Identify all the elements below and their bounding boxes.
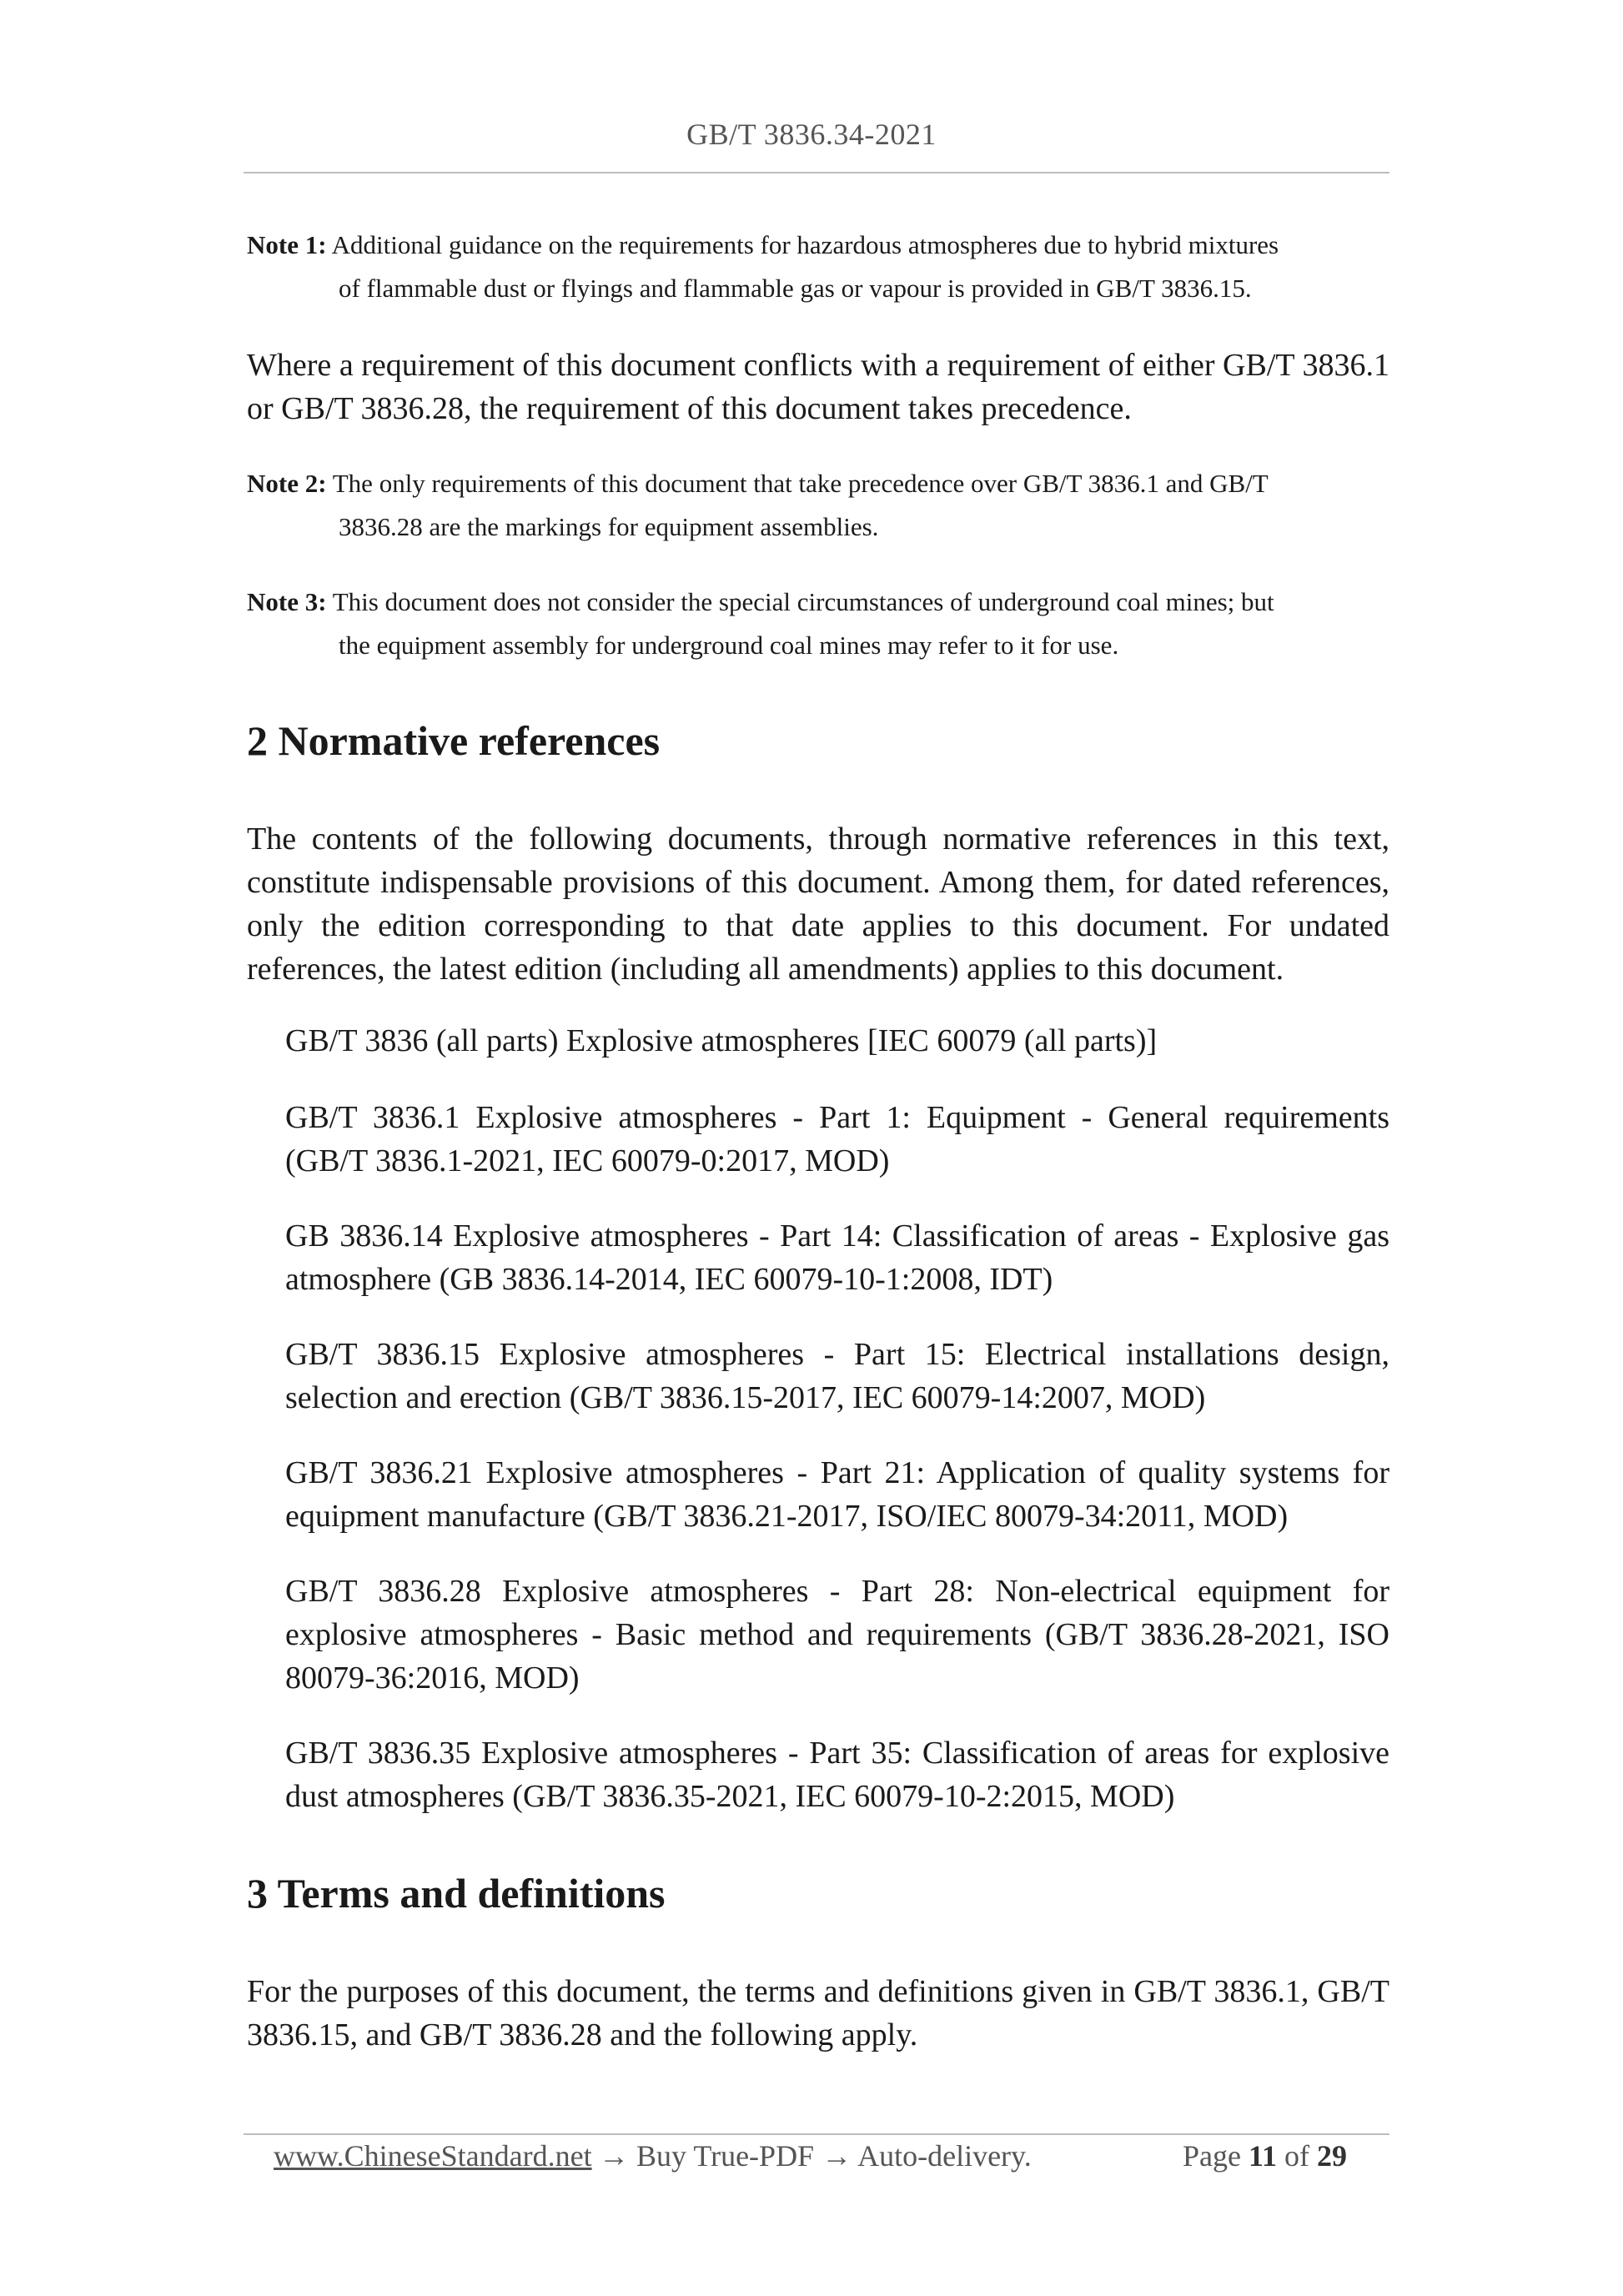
- page-number: 11: [1248, 2139, 1277, 2173]
- precedence-paragraph: Where a requirement of this document conflicts with a requirement of either GB/T 3836.1 or GB/T 3836.28, the requirement of this document takes precedence.: [247, 348, 1389, 426]
- note-3: [247, 580, 1389, 667]
- note-3-label: Note 3:: [247, 587, 327, 616]
- site-link[interactable]: www.ChineseStandard.net: [274, 2139, 592, 2173]
- footer-tagline: → Buy True-PDF → Auto-delivery.: [599, 2139, 1032, 2173]
- section-3-heading: 3 Terms and definitions: [247, 1870, 666, 1917]
- note-2-line1: The only requirements of this document that take precedence over GB/T 3836.1 and GB/T: [332, 469, 1269, 498]
- note-2-label: Note 2:: [247, 469, 327, 498]
- page-indicator: [1183, 2138, 1347, 2173]
- section-3-intro: For the purposes of this document, the terms and definitions given in GB/T 3836.1, GB/T 3836.15, and GB/T 3836.28 and the following apply.: [247, 1974, 1389, 2052]
- note-1-line1: Additional guidance on the requirements for hazardous atmospheres due to hybrid mixtures: [331, 230, 1279, 259]
- note-3-line1: This document does not consider the special circumstances of underground coal mines; but: [332, 587, 1274, 616]
- reference-item: GB/T 3836.28 Explosive atmospheres - Part 28: Non-electrical equipment for explosive atmospheres - Basic method and requirements (GB/T 3836.28-2021, ISO 80079-36:2016, MOD): [285, 1574, 1389, 1696]
- reference-item: GB/T 3836.1 Explosive atmospheres - Part 1: Equipment - General requirements (GB/T 3836.1-2021, IEC 60079-0:2017, MOD): [285, 1100, 1389, 1178]
- note-3-line2: the equipment assembly for underground coal mines may refer to it for use.: [339, 631, 1119, 660]
- reference-item: GB/T 3836.15 Explosive atmospheres - Part 15: Electrical installations design, selection and erection (GB/T 3836.15-2017, IEC 60079-14:2007, MOD): [285, 1337, 1389, 1415]
- reference-item: GB/T 3836.35 Explosive atmospheres - Part 35: Classification of areas for explosive dust atmospheres (GB/T 3836.35-2021, IEC 60079-10-2:2015, MOD): [285, 1736, 1389, 1814]
- reference-item: GB/T 3836 (all parts) Explosive atmospheres [IEC 60079 (all parts)]: [285, 1023, 1158, 1058]
- note-1-line2: of flammable dust or flyings and flammable gas or vapour is provided in GB/T 3836.15.: [339, 274, 1252, 303]
- section-2-intro: The contents of the following documents, through normative references in this text, constitute indispensable provisions of this document. Among them, for dated references, only the edition corresponding to that date applies to this document. For undated references, the latest edition (including all amendments) applies to this document.: [247, 821, 1389, 987]
- note-1: [247, 224, 1389, 310]
- footer: [0, 2138, 1623, 2188]
- page-word: Page: [1183, 2139, 1241, 2173]
- of-word: of: [1284, 2139, 1309, 2173]
- reference-item: GB/T 3836.21 Explosive atmospheres - Part 21: Application of quality systems for equipment manufacture (GB/T 3836.21-2017, ISO/IEC 80079-34:2011, MOD): [285, 1455, 1389, 1534]
- header-rule: [244, 172, 1389, 173]
- footer-rule: [244, 2133, 1389, 2135]
- section-2-heading: 2 Normative references: [247, 717, 661, 764]
- reference-item: GB 3836.14 Explosive atmospheres - Part 14: Classification of areas - Explosive gas atmosphere (GB 3836.14-2014, IEC 60079-10-1:2008, IDT): [285, 1218, 1389, 1297]
- note-2-line2: 3836.28 are the markings for equipment assemblies.: [339, 512, 879, 541]
- header-title: GB/T 3836.34-2021: [686, 118, 937, 151]
- note-1-label: Note 1:: [247, 230, 327, 259]
- page-total: 29: [1317, 2139, 1347, 2173]
- note-2: [247, 462, 1389, 549]
